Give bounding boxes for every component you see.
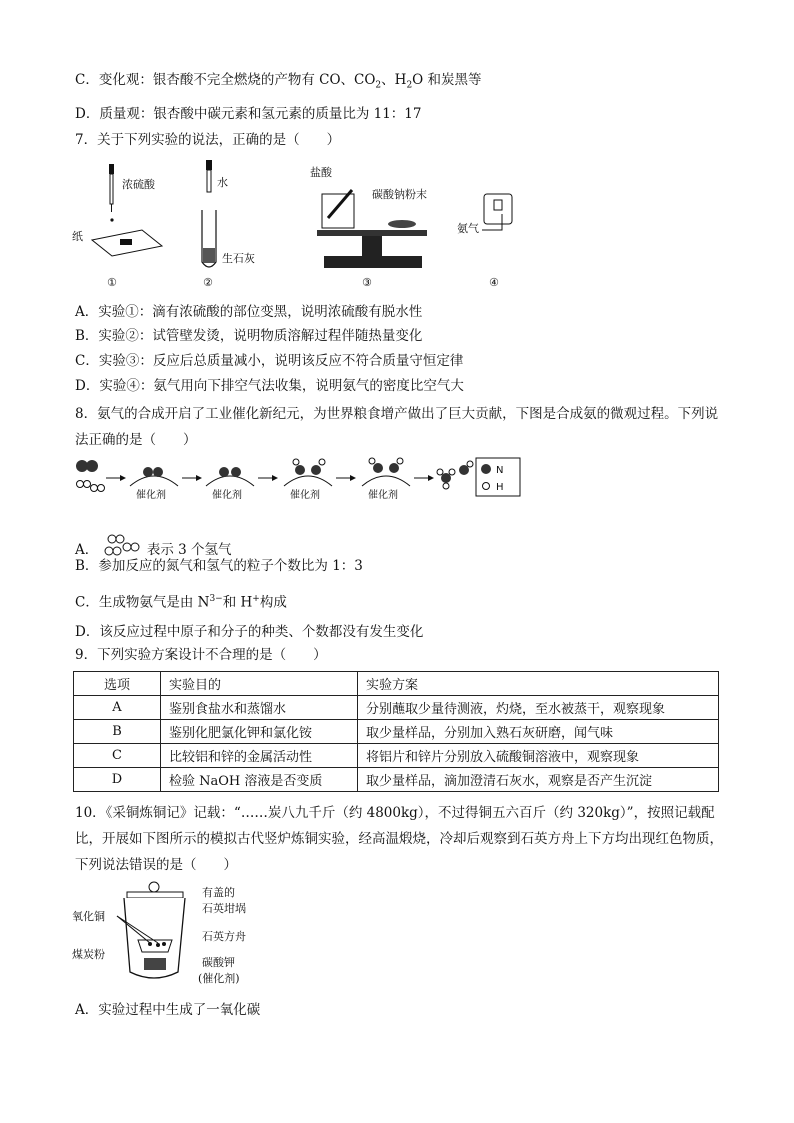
label-nh3: 氨气 xyxy=(457,222,479,235)
q8-stem: 8．氨气的合成开启了工业催化新纪元，为世界粮食增产做出了巨大贡献，下图是合成氨的微观过程。下列说法正确的是（ ） xyxy=(75,406,719,448)
q9-table xyxy=(73,671,719,792)
label-n4: ④ xyxy=(489,276,499,289)
q10-option-a: A．实验过程中生成了一氧化碳 xyxy=(75,1002,261,1018)
label-na2co3: 碳酸钠粉末 xyxy=(372,188,427,201)
q7-stem: 7．关于下列实验的说法，正确的是（ ） xyxy=(75,132,341,148)
q6-option-c: C．变化观：银杏酸不完全燃烧的产物有 CO、$CO_2$、$H_2O$ 和炭黑等 xyxy=(75,72,482,91)
label-water: 水 xyxy=(217,176,228,189)
legend-n: N xyxy=(496,465,504,476)
table-row: B 鉴别化肥氯化钾和氯化铵 取少量样品，分别加入熟石灰研磨，闻气味 xyxy=(74,720,719,744)
label-boat: 石英方舟 xyxy=(202,930,246,943)
q8-option-c: C．生成物氨气是由 $N^{3-}$和 H+构成 xyxy=(75,594,287,611)
q10-stem: 10．《采铜炼铜记》记载：“……炭八九千斤（约 4800kg），不过得铜五六百斤（约 320kg）”，按照记载配比，开展如下图所示的模拟古代竖炉炼铜实验，经高温煅烧，冷却后观察到石英方舟上下方均出现红色物质，下列说法错误的是（ ） xyxy=(75,805,723,873)
q7-option-c: C．实验③：反应后总质量减小，说明该反应不符合质量守恒定律 xyxy=(75,353,464,369)
label-h2so4: 浓硫酸 xyxy=(122,178,155,191)
label-k2co3: 碳酸钾 xyxy=(202,956,235,969)
label-paper: 纸 xyxy=(72,230,83,243)
q9-stem: 9．下列实验方案设计不合理的是（ ） xyxy=(75,647,327,663)
label-catalyst: (催化剂) xyxy=(198,972,240,985)
label-hcl: 盐酸 xyxy=(310,166,332,179)
catalyst-label-1: 催化剂 xyxy=(136,490,166,500)
q7-option-b: B．实验②：试管壁发烫，说明物质溶解过程伴随热量变化 xyxy=(75,328,423,344)
table-header-row: 选项 实验目的 实验方案 xyxy=(74,672,719,696)
table-row: C 比较铝和锌的金属活动性 将铝片和锌片分别放入硫酸铜溶液中，观察现象 xyxy=(74,744,719,768)
hydrogen-molecules-icon xyxy=(103,532,143,558)
legend-h: H xyxy=(496,482,504,493)
q10-furnace-figure xyxy=(72,880,282,990)
q7-option-d: D．实验④：氨气用向下排空气法收集，说明氨气的密度比空气大 xyxy=(75,378,464,394)
q8-option-b: B．参加反应的氮气和氢气的粒子个数比为 1：3 xyxy=(75,558,363,574)
dropper-icon xyxy=(109,164,114,222)
q8-option-d: D．该反应过程中原子和分子的种类、个数都没有发生变化 xyxy=(75,624,424,640)
label-lime: 生石灰 xyxy=(222,252,255,265)
q7-figure xyxy=(72,158,532,290)
table-row: D 检验 NaOH 溶液是否变质 取少量样品，滴加澄清石灰水，观察是否产生沉淀 xyxy=(74,768,719,792)
catalyst-label-2: 催化剂 xyxy=(212,490,242,500)
catalyst-label-4: 催化剂 xyxy=(368,490,398,500)
catalyst-label-3: 催化剂 xyxy=(290,490,320,500)
label-cuo: 氧化铜 xyxy=(72,910,105,923)
label-coal: 煤炭粉 xyxy=(72,948,105,961)
label-n2: ② xyxy=(203,276,213,289)
q7-option-a: A．实验①：滴有浓硫酸的部位变黑，说明浓硫酸有脱水性 xyxy=(75,304,423,320)
q6-option-d: D．质量观：银杏酸中碳元素和氢元素的质量比为 11：17 xyxy=(75,106,422,122)
table-row: A 鉴别食盐水和蒸馏水 分别蘸取少量待测液，灼烧，至水被蒸干，观察现象 xyxy=(74,696,719,720)
q8-reaction-figure xyxy=(72,456,532,500)
label-n1: ① xyxy=(107,276,117,289)
q8-option-a: A． 表示 3 个氢气 xyxy=(75,532,232,560)
label-crucible-2: 石英坩埚 xyxy=(202,902,246,915)
label-crucible-1: 有盖的 xyxy=(202,886,235,899)
label-n3: ③ xyxy=(362,276,372,289)
